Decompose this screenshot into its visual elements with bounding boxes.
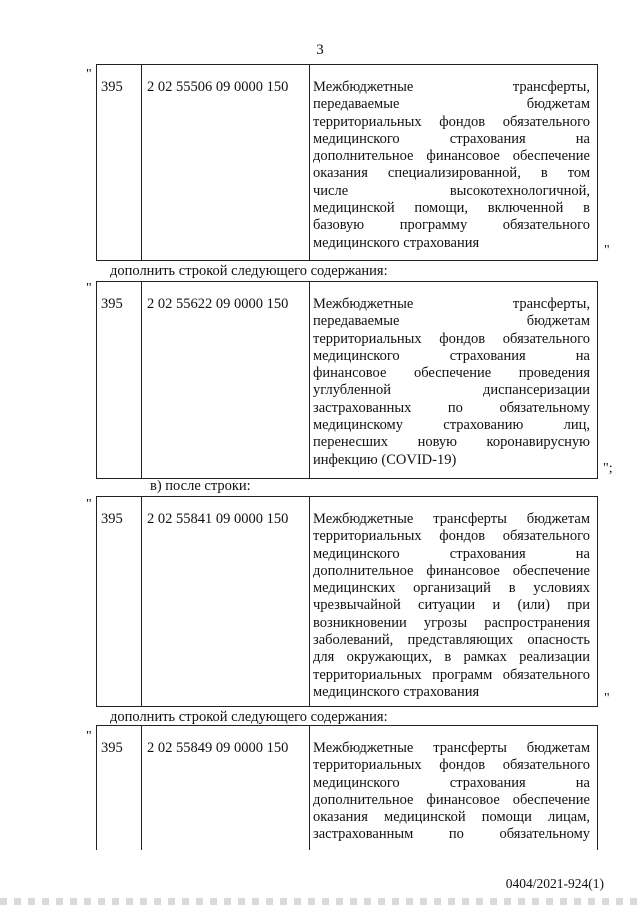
scan-edge [0, 898, 640, 905]
table-row-4 [96, 725, 598, 850]
document-code: 0404/2021-924(1) [505, 876, 604, 891]
instruction-add-row-1: дополнить строкой следующего содержания: [110, 263, 388, 279]
opening-quote-3: " [86, 497, 92, 512]
table-row-2 [96, 281, 598, 479]
description-line: медицинской помощи, включенной в [313, 200, 590, 217]
description-line: базовую программу обязательного [313, 217, 590, 234]
opening-quote-2: " [86, 281, 92, 296]
instruction-after-row: в) после строки: [150, 478, 251, 494]
description-line: Межбюджетные трансферты бюджетам [313, 740, 590, 756]
description-line: передаваемые бюджетам [313, 313, 590, 330]
budget-classification-code: 2 02 55506 09 0000 150 [147, 79, 289, 95]
description-line: Межбюджетные трансферты бюджетам [313, 511, 590, 527]
description-line: оказания медицинской помощи лицам, [313, 809, 590, 826]
description-line: передаваемые бюджетам [313, 96, 590, 113]
budget-classification-code: 2 02 55622 09 0000 150 [147, 296, 289, 312]
description-line: инфекцию (COVID-19) [313, 451, 457, 468]
description-line: заболеваний, представляющих опасность [313, 632, 590, 649]
description-line: территориальных фондов обязательного [313, 113, 590, 130]
opening-quote-4: " [86, 729, 92, 744]
budget-admin-code: 395 [101, 740, 123, 756]
description-line: Межбюджетные трансферты, [313, 79, 590, 95]
description-line: территориальных фондов обязательного [313, 330, 590, 347]
page-number: 3 [316, 42, 324, 58]
description-line: углубленной диспансеризации [313, 382, 590, 399]
row-description [313, 296, 590, 469]
description-line: дополнительное финансовое обеспечение [313, 562, 590, 579]
description-line: территориальных фондов обязательного [313, 528, 590, 545]
budget-admin-code: 395 [101, 79, 123, 95]
row-description [313, 511, 590, 701]
row-description [313, 79, 590, 252]
description-line: перенесших новую коронавирусную [313, 434, 590, 451]
description-line: для окружающих, в рамках реализации [313, 649, 590, 666]
description-line: финансовое обеспечение проведения [313, 365, 590, 382]
description-line: чрезвычайной ситуации и (или) при [313, 597, 590, 614]
description-line: медицинских организаций в условиях [313, 580, 590, 597]
description-line: Межбюджетные трансферты, [313, 296, 590, 312]
description-line: застрахованных по обязательному [313, 399, 590, 416]
budget-classification-code: 2 02 55849 09 0000 150 [147, 740, 289, 756]
closing-quote-2: "; [603, 461, 613, 476]
table-row-1 [96, 64, 598, 261]
description-line: медицинского страхования на [313, 130, 590, 147]
description-line: застрахованным по обязательному [313, 826, 590, 843]
description-line: медицинского страхования на [313, 347, 590, 364]
description-line: территориальных программ обязательного [313, 666, 590, 683]
budget-admin-code: 395 [101, 511, 123, 527]
instruction-add-row-2: дополнить строкой следующего содержания: [110, 709, 388, 725]
description-line: медицинского страхования на [313, 545, 590, 562]
description-line: медицинского страхования [313, 234, 480, 251]
budget-classification-code: 2 02 55841 09 0000 150 [147, 511, 289, 527]
description-line: возникновении угрозы распространения [313, 614, 590, 631]
description-line: дополнительное финансовое обеспечение [313, 148, 590, 165]
description-line: оказания специализированной, в том [313, 165, 590, 182]
description-line: медицинскому страхованию лиц, [313, 417, 590, 434]
closing-quote-3: " [604, 691, 610, 706]
budget-admin-code: 395 [101, 296, 123, 312]
row-description [313, 740, 590, 844]
opening-quote-1: " [86, 67, 92, 82]
table-row-3 [96, 496, 598, 707]
description-line: медицинского страхования на [313, 774, 590, 791]
description-line: медицинского страхования [313, 683, 480, 700]
description-line: дополнительное финансовое обеспечение [313, 791, 590, 808]
description-line: числе высокотехнологичной, [313, 182, 590, 199]
description-line: территориальных фондов обязательного [313, 757, 590, 774]
closing-quote-1: " [604, 243, 610, 258]
